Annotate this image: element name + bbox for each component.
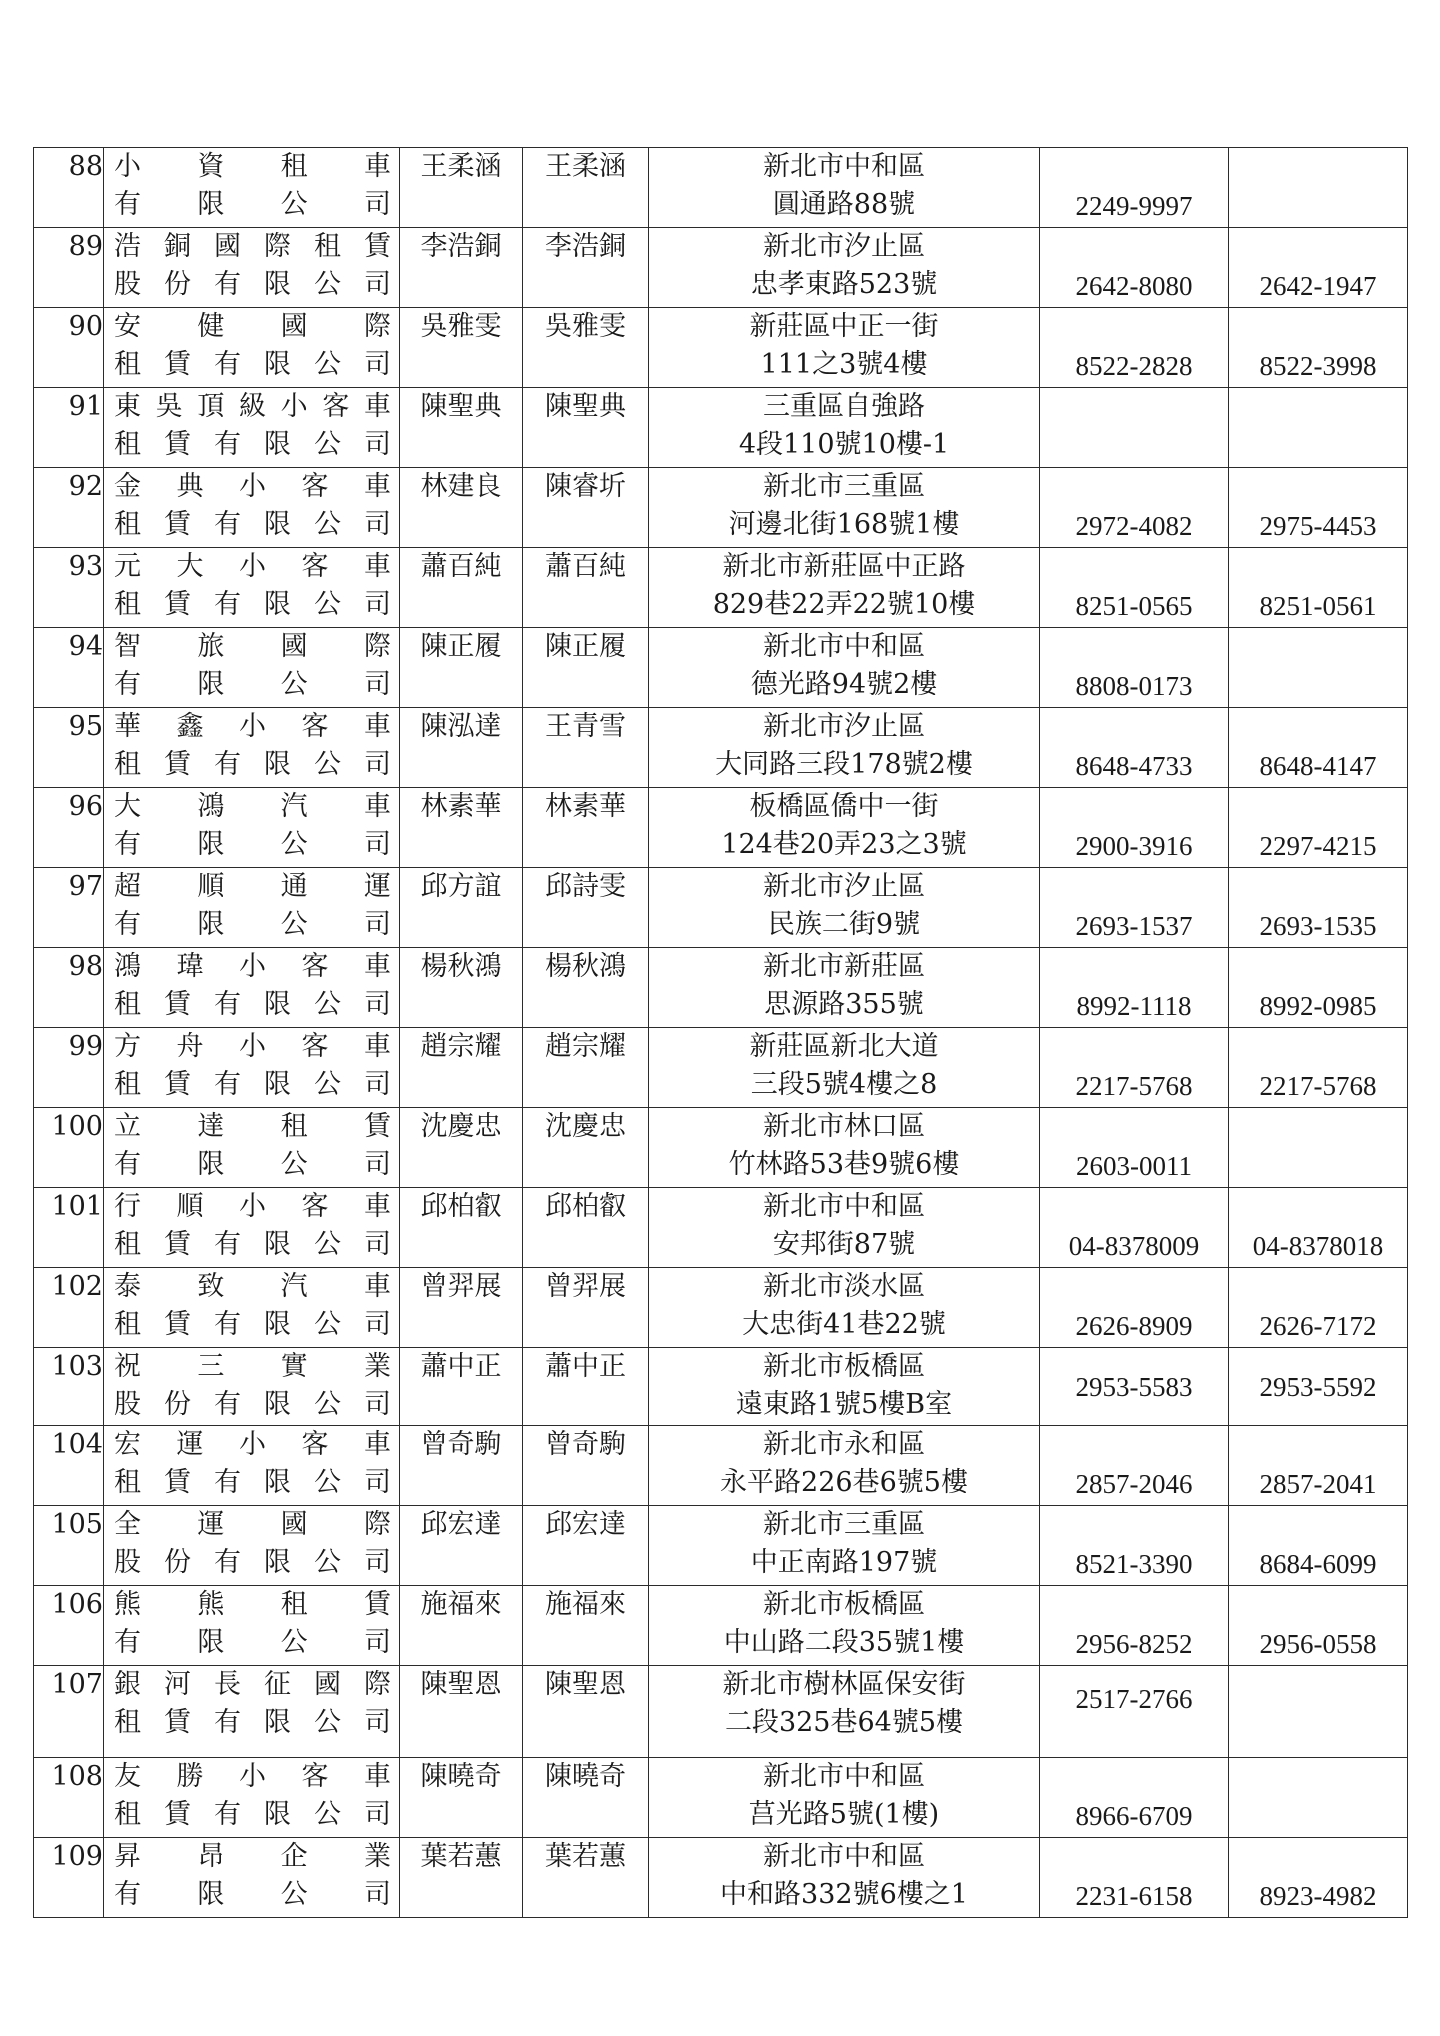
company-name-line-1: 安健國際 bbox=[114, 311, 391, 342]
fax-number: 8992-0985 bbox=[1229, 948, 1408, 1028]
address-line-2: 河邊北街168號1樓 bbox=[728, 509, 960, 540]
address-line-1: 板橋區僑中一街 bbox=[749, 791, 939, 822]
company-name-line-1: 東吳頂級小客車 bbox=[114, 391, 391, 422]
owner-name: 陳曉奇 bbox=[400, 1758, 523, 1838]
table-row bbox=[34, 148, 1408, 228]
address-line-2: 829巷22弄22號10樓 bbox=[712, 589, 976, 620]
owner-name: 陳聖恩 bbox=[400, 1666, 523, 1758]
address-line-1: 新北市汐止區 bbox=[763, 231, 925, 262]
address bbox=[649, 308, 1040, 388]
address-line-1: 新北市板橋區 bbox=[763, 1351, 925, 1382]
manager-name: 葉若蕙 bbox=[523, 1838, 649, 1918]
table-row bbox=[34, 1348, 1408, 1426]
manager-name: 邱宏達 bbox=[523, 1506, 649, 1586]
owner-name: 林素華 bbox=[400, 788, 523, 868]
address-line-2: 安邦街87號 bbox=[772, 1229, 916, 1260]
company-name-line-2: 有限公司 bbox=[114, 189, 391, 220]
company-name bbox=[104, 1028, 400, 1108]
address bbox=[649, 628, 1040, 708]
company-name-line-2: 租賃有限公司 bbox=[114, 349, 391, 380]
fax-number: 2956-0558 bbox=[1229, 1586, 1408, 1666]
owner-name: 曾奇駒 bbox=[400, 1426, 523, 1506]
phone-number: 2642-8080 bbox=[1040, 228, 1229, 308]
phone-number bbox=[1040, 388, 1229, 468]
phone-number: 8966-6709 bbox=[1040, 1758, 1229, 1838]
manager-name: 王柔涵 bbox=[523, 148, 649, 228]
address-line-2: 思源路355號 bbox=[764, 989, 924, 1020]
company-name-line-1: 宏運小客車 bbox=[114, 1429, 391, 1460]
owner-name: 蕭中正 bbox=[400, 1348, 523, 1426]
company-name-line-2: 有限公司 bbox=[114, 1149, 391, 1180]
address-line-2: 莒光路5號(1樓) bbox=[748, 1799, 940, 1830]
row-number: 102 bbox=[34, 1268, 104, 1348]
phone-number: 8648-4733 bbox=[1040, 708, 1229, 788]
address-line-1: 三重區自強路 bbox=[763, 391, 925, 422]
row-number: 97 bbox=[34, 868, 104, 948]
row-number: 99 bbox=[34, 1028, 104, 1108]
row-number: 92 bbox=[34, 468, 104, 548]
company-name-line-2: 租賃有限公司 bbox=[114, 589, 391, 620]
address-line-1: 新北市三重區 bbox=[763, 1509, 925, 1540]
table-row bbox=[34, 1028, 1408, 1108]
row-number: 98 bbox=[34, 948, 104, 1028]
company-name-line-2: 股份有限公司 bbox=[114, 1389, 391, 1420]
owner-name: 吳雅雯 bbox=[400, 308, 523, 388]
row-number: 100 bbox=[34, 1108, 104, 1188]
company-name-line-1: 金典小客車 bbox=[114, 471, 391, 502]
address-line-2: 大同路三段178號2樓 bbox=[715, 749, 973, 780]
manager-name: 邱柏叡 bbox=[523, 1188, 649, 1268]
phone-number: 2626-8909 bbox=[1040, 1268, 1229, 1348]
address bbox=[649, 868, 1040, 948]
table-row bbox=[34, 548, 1408, 628]
phone-number: 2517-2766 bbox=[1040, 1666, 1229, 1758]
address-line-2: 二段325巷64號5樓 bbox=[724, 1707, 964, 1738]
company-name-line-1: 泰致汽車 bbox=[114, 1271, 391, 1302]
company-name bbox=[104, 548, 400, 628]
company-name-line-1: 祝三實業 bbox=[114, 1351, 391, 1382]
fax-number bbox=[1229, 1108, 1408, 1188]
phone-number: 2693-1537 bbox=[1040, 868, 1229, 948]
company-name bbox=[104, 788, 400, 868]
owner-name: 葉若蕙 bbox=[400, 1838, 523, 1918]
company-name bbox=[104, 228, 400, 308]
manager-name: 邱詩雯 bbox=[523, 868, 649, 948]
company-name bbox=[104, 388, 400, 468]
manager-name: 楊秋鴻 bbox=[523, 948, 649, 1028]
manager-name: 吳雅雯 bbox=[523, 308, 649, 388]
row-number: 107 bbox=[34, 1666, 104, 1758]
address-line-1: 新北市中和區 bbox=[763, 1191, 925, 1222]
fax-number: 2217-5768 bbox=[1229, 1028, 1408, 1108]
address bbox=[649, 468, 1040, 548]
phone-number: 8251-0565 bbox=[1040, 548, 1229, 628]
address bbox=[649, 1586, 1040, 1666]
table-row bbox=[34, 1188, 1408, 1268]
company-name bbox=[104, 1108, 400, 1188]
owner-name: 陳聖典 bbox=[400, 388, 523, 468]
fax-number bbox=[1229, 1666, 1408, 1758]
address-line-1: 新北市中和區 bbox=[763, 1841, 925, 1872]
company-name-line-1: 超順通運 bbox=[114, 871, 391, 902]
address-line-1: 新北市板橋區 bbox=[763, 1589, 925, 1620]
company-name-line-1: 華鑫小客車 bbox=[114, 711, 391, 742]
address-line-1: 新北市淡水區 bbox=[763, 1271, 925, 1302]
fax-number: 8648-4147 bbox=[1229, 708, 1408, 788]
company-name-line-1: 智旅國際 bbox=[114, 631, 391, 662]
fax-number: 2693-1535 bbox=[1229, 868, 1408, 948]
company-name-line-1: 銀河長征國際 bbox=[114, 1669, 391, 1700]
company-name-line-2: 租賃有限公司 bbox=[114, 1229, 391, 1260]
manager-name: 趙宗耀 bbox=[523, 1028, 649, 1108]
company-name-line-2: 股份有限公司 bbox=[114, 269, 391, 300]
company-name-line-2: 有限公司 bbox=[114, 829, 391, 860]
row-number: 96 bbox=[34, 788, 104, 868]
phone-number: 2231-6158 bbox=[1040, 1838, 1229, 1918]
owner-name: 邱柏叡 bbox=[400, 1188, 523, 1268]
company-name bbox=[104, 708, 400, 788]
address-line-2: 永平路226巷6號5樓 bbox=[720, 1467, 968, 1498]
address-line-2: 中山路二段35號1樓 bbox=[723, 1627, 965, 1658]
address-line-2: 中正南路197號 bbox=[750, 1547, 938, 1578]
address-line-2: 124巷20弄23之3號 bbox=[721, 829, 967, 860]
manager-name: 陳正履 bbox=[523, 628, 649, 708]
company-name-line-2: 股份有限公司 bbox=[114, 1547, 391, 1578]
address-line-2: 三段5號4樓之8 bbox=[750, 1069, 938, 1100]
company-name-line-1: 行順小客車 bbox=[114, 1191, 391, 1222]
address bbox=[649, 788, 1040, 868]
rental-company-table bbox=[33, 147, 1408, 1918]
company-name-line-2: 租賃有限公司 bbox=[114, 1309, 391, 1340]
company-name-line-1: 小資租車 bbox=[114, 151, 391, 182]
phone-number: 2956-8252 bbox=[1040, 1586, 1229, 1666]
company-name bbox=[104, 1506, 400, 1586]
address-line-2: 遠東路1號5樓B室 bbox=[735, 1389, 953, 1420]
row-number: 91 bbox=[34, 388, 104, 468]
table-body bbox=[34, 148, 1408, 1918]
address bbox=[649, 708, 1040, 788]
address-line-1: 新北市中和區 bbox=[763, 631, 925, 662]
company-name bbox=[104, 1268, 400, 1348]
row-number: 106 bbox=[34, 1586, 104, 1666]
company-name bbox=[104, 1586, 400, 1666]
fax-number bbox=[1229, 388, 1408, 468]
manager-name: 陳聖恩 bbox=[523, 1666, 649, 1758]
manager-name: 林素華 bbox=[523, 788, 649, 868]
address-line-1: 新北市永和區 bbox=[763, 1429, 925, 1460]
row-number: 90 bbox=[34, 308, 104, 388]
company-name-line-1: 全運國際 bbox=[114, 1509, 391, 1540]
phone-number: 2900-3916 bbox=[1040, 788, 1229, 868]
company-name bbox=[104, 868, 400, 948]
owner-name: 王柔涵 bbox=[400, 148, 523, 228]
manager-name: 沈慶忠 bbox=[523, 1108, 649, 1188]
address-line-2: 竹林路53巷9號6樓 bbox=[728, 1149, 960, 1180]
address bbox=[649, 1426, 1040, 1506]
company-name bbox=[104, 1666, 400, 1758]
phone-number: 8992-1118 bbox=[1040, 948, 1229, 1028]
fax-number: 2642-1947 bbox=[1229, 228, 1408, 308]
table-row bbox=[34, 388, 1408, 468]
row-number: 89 bbox=[34, 228, 104, 308]
fax-number bbox=[1229, 148, 1408, 228]
fax-number: 2857-2041 bbox=[1229, 1426, 1408, 1506]
company-name-line-1: 友勝小客車 bbox=[114, 1761, 391, 1792]
address-line-2: 中和路332號6樓之1 bbox=[720, 1879, 968, 1910]
table-row bbox=[34, 1586, 1408, 1666]
address-line-2: 圓通路88號 bbox=[772, 189, 916, 220]
address bbox=[649, 1758, 1040, 1838]
company-name-line-2: 租賃有限公司 bbox=[114, 509, 391, 540]
manager-name: 蕭中正 bbox=[523, 1348, 649, 1426]
phone-number: 8522-2828 bbox=[1040, 308, 1229, 388]
row-number: 109 bbox=[34, 1838, 104, 1918]
address-line-1: 新北市中和區 bbox=[763, 1761, 925, 1792]
address-line-1: 新北市汐止區 bbox=[763, 871, 925, 902]
table-row bbox=[34, 1666, 1408, 1758]
company-name-line-1: 方舟小客車 bbox=[114, 1031, 391, 1062]
company-name-line-2: 有限公司 bbox=[114, 669, 391, 700]
company-name bbox=[104, 308, 400, 388]
owner-name: 林建良 bbox=[400, 468, 523, 548]
address-line-2: 大忠街41巷22號 bbox=[742, 1309, 946, 1340]
row-number: 101 bbox=[34, 1188, 104, 1268]
fax-number bbox=[1229, 1758, 1408, 1838]
table-row bbox=[34, 628, 1408, 708]
company-name-line-2: 有限公司 bbox=[114, 909, 391, 940]
address bbox=[649, 1506, 1040, 1586]
row-number: 104 bbox=[34, 1426, 104, 1506]
fax-number: 2297-4215 bbox=[1229, 788, 1408, 868]
owner-name: 趙宗耀 bbox=[400, 1028, 523, 1108]
fax-number: 8251-0561 bbox=[1229, 548, 1408, 628]
fax-number: 8923-4982 bbox=[1229, 1838, 1408, 1918]
table-row bbox=[34, 868, 1408, 948]
table-row bbox=[34, 1758, 1408, 1838]
row-number: 88 bbox=[34, 148, 104, 228]
fax-number: 2626-7172 bbox=[1229, 1268, 1408, 1348]
company-name-line-1: 昇昂企業 bbox=[114, 1841, 391, 1872]
phone-number: 2972-4082 bbox=[1040, 468, 1229, 548]
company-name-line-1: 鴻瑋小客車 bbox=[114, 951, 391, 982]
company-name bbox=[104, 1426, 400, 1506]
row-number: 94 bbox=[34, 628, 104, 708]
company-name-line-2: 租賃有限公司 bbox=[114, 429, 391, 460]
manager-name: 陳曉奇 bbox=[523, 1758, 649, 1838]
company-name bbox=[104, 628, 400, 708]
owner-name: 施福來 bbox=[400, 1586, 523, 1666]
company-name-line-2: 租賃有限公司 bbox=[114, 1799, 391, 1830]
company-name bbox=[104, 1348, 400, 1426]
phone-number: 8521-3390 bbox=[1040, 1506, 1229, 1586]
owner-name: 邱方誼 bbox=[400, 868, 523, 948]
manager-name: 蕭百純 bbox=[523, 548, 649, 628]
address bbox=[649, 1838, 1040, 1918]
address-line-2: 111之3號4樓 bbox=[760, 349, 928, 380]
address-line-1: 新北市汐止區 bbox=[763, 711, 925, 742]
manager-name: 陳聖典 bbox=[523, 388, 649, 468]
company-name bbox=[104, 1758, 400, 1838]
owner-name: 李浩銅 bbox=[400, 228, 523, 308]
table-row bbox=[34, 1506, 1408, 1586]
row-number: 105 bbox=[34, 1506, 104, 1586]
company-name bbox=[104, 1188, 400, 1268]
address-line-1: 新北市新莊區中正路 bbox=[722, 551, 966, 582]
address-line-2: 民族二街9號 bbox=[767, 909, 921, 940]
owner-name: 楊秋鴻 bbox=[400, 948, 523, 1028]
table-row bbox=[34, 788, 1408, 868]
table-row bbox=[34, 1426, 1408, 1506]
address-line-1: 新北市三重區 bbox=[763, 471, 925, 502]
phone-number: 2857-2046 bbox=[1040, 1426, 1229, 1506]
company-name-line-1: 大鴻汽車 bbox=[114, 791, 391, 822]
company-name-line-1: 元大小客車 bbox=[114, 551, 391, 582]
fax-number bbox=[1229, 628, 1408, 708]
table-row bbox=[34, 1108, 1408, 1188]
manager-name: 曾奇駒 bbox=[523, 1426, 649, 1506]
manager-name: 王青雪 bbox=[523, 708, 649, 788]
owner-name: 蕭百純 bbox=[400, 548, 523, 628]
row-number: 103 bbox=[34, 1348, 104, 1426]
table-row bbox=[34, 468, 1408, 548]
company-name-line-1: 立達租賃 bbox=[114, 1111, 391, 1142]
address bbox=[649, 148, 1040, 228]
owner-name: 沈慶忠 bbox=[400, 1108, 523, 1188]
manager-name: 施福來 bbox=[523, 1586, 649, 1666]
address bbox=[649, 1348, 1040, 1426]
fax-number: 8522-3998 bbox=[1229, 308, 1408, 388]
address bbox=[649, 1268, 1040, 1348]
owner-name: 曾羿展 bbox=[400, 1268, 523, 1348]
company-name-line-2: 租賃有限公司 bbox=[114, 1069, 391, 1100]
company-name-line-1: 浩銅國際租賃 bbox=[114, 231, 391, 262]
table-row bbox=[34, 308, 1408, 388]
phone-number: 04-8378009 bbox=[1040, 1188, 1229, 1268]
owner-name: 陳泓達 bbox=[400, 708, 523, 788]
manager-name: 陳睿圻 bbox=[523, 468, 649, 548]
row-number: 93 bbox=[34, 548, 104, 628]
address-line-1: 新北市中和區 bbox=[763, 151, 925, 182]
address bbox=[649, 1108, 1040, 1188]
phone-number: 2249-9997 bbox=[1040, 148, 1229, 228]
address-line-2: 德光路94號2樓 bbox=[750, 669, 938, 700]
company-name bbox=[104, 948, 400, 1028]
fax-number: 2953-5592 bbox=[1229, 1348, 1408, 1426]
address-line-1: 新北市林口區 bbox=[763, 1111, 925, 1142]
fax-number: 04-8378018 bbox=[1229, 1188, 1408, 1268]
address-line-1: 新北市樹林區保安街 bbox=[722, 1669, 966, 1700]
phone-number: 2953-5583 bbox=[1040, 1348, 1229, 1426]
table-row bbox=[34, 708, 1408, 788]
address bbox=[649, 388, 1040, 468]
address bbox=[649, 548, 1040, 628]
address bbox=[649, 1028, 1040, 1108]
address-line-1: 新莊區新北大道 bbox=[749, 1031, 939, 1062]
address-line-1: 新北市新莊區 bbox=[763, 951, 925, 982]
table-row bbox=[34, 1838, 1408, 1918]
table-row bbox=[34, 1268, 1408, 1348]
address-line-2: 4段110號10樓-1 bbox=[738, 429, 950, 460]
company-name bbox=[104, 148, 400, 228]
address-line-1: 新莊區中正一街 bbox=[749, 311, 939, 342]
table-row bbox=[34, 948, 1408, 1028]
phone-number: 8808-0173 bbox=[1040, 628, 1229, 708]
address bbox=[649, 948, 1040, 1028]
owner-name: 陳正履 bbox=[400, 628, 523, 708]
company-name-line-2: 有限公司 bbox=[114, 1627, 391, 1658]
address bbox=[649, 1188, 1040, 1268]
company-name bbox=[104, 1838, 400, 1918]
manager-name: 曾羿展 bbox=[523, 1268, 649, 1348]
address bbox=[649, 228, 1040, 308]
phone-number: 2603-0011 bbox=[1040, 1108, 1229, 1188]
address-line-2: 忠孝東路523號 bbox=[750, 269, 938, 300]
company-name-line-2: 租賃有限公司 bbox=[114, 1707, 391, 1738]
fax-number: 8684-6099 bbox=[1229, 1506, 1408, 1586]
company-name-line-1: 熊熊租賃 bbox=[114, 1589, 391, 1620]
phone-number: 2217-5768 bbox=[1040, 1028, 1229, 1108]
company-name bbox=[104, 468, 400, 548]
row-number: 95 bbox=[34, 708, 104, 788]
owner-name: 邱宏達 bbox=[400, 1506, 523, 1586]
row-number: 108 bbox=[34, 1758, 104, 1838]
company-name-line-2: 租賃有限公司 bbox=[114, 1467, 391, 1498]
table-row bbox=[34, 228, 1408, 308]
company-name-line-2: 租賃有限公司 bbox=[114, 989, 391, 1020]
company-name-line-2: 有限公司 bbox=[114, 1879, 391, 1910]
manager-name: 李浩銅 bbox=[523, 228, 649, 308]
fax-number: 2975-4453 bbox=[1229, 468, 1408, 548]
address bbox=[649, 1666, 1040, 1758]
company-name-line-2: 租賃有限公司 bbox=[114, 749, 391, 780]
